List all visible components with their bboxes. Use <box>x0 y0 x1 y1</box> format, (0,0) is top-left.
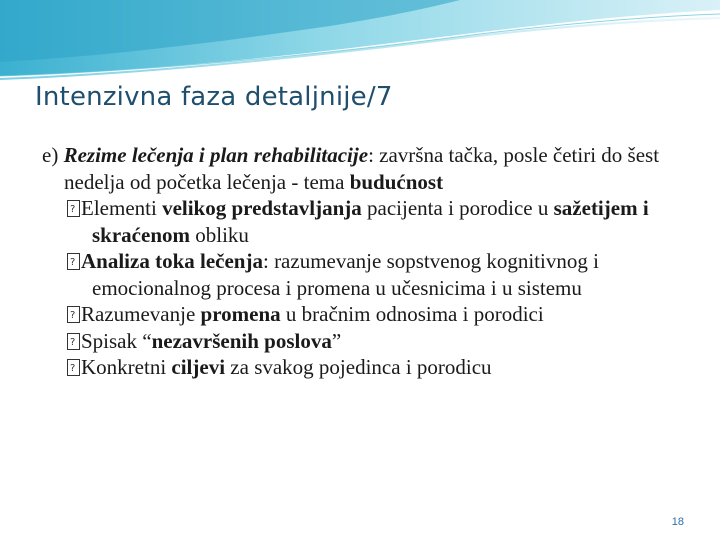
bullet-text: obliku <box>190 222 249 247</box>
bullet-text: Elementi <box>81 196 163 220</box>
missing-glyph-bullet-icon <box>67 306 80 323</box>
slide-title: Intenzivna faza detaljnije/7 <box>35 82 393 112</box>
list-item <box>42 354 692 381</box>
bullet-text: Konkretni <box>81 355 172 379</box>
intro-bold-end: budućnost <box>349 169 444 194</box>
missing-glyph-bullet-icon <box>67 359 80 376</box>
intro-heading: Rezime lečenja i plan rehabilitacije <box>63 143 369 167</box>
bullet-bold: velikog predstavljanja <box>162 196 362 220</box>
missing-glyph-bullet-icon <box>67 333 80 350</box>
bullet-text: : razumevanje sopstvenog kognitivnog i emocionalnog procesa i promena u učesnicima i u sistemu <box>92 249 599 300</box>
bullet-text: ” <box>331 328 342 353</box>
header-wave-decoration <box>0 0 720 80</box>
bullet-text: pacijenta i porodice u <box>361 196 554 220</box>
intro-paragraph <box>42 142 692 195</box>
bullet-text: u bračnim odnosima i porodici <box>280 302 544 326</box>
missing-glyph-bullet-icon <box>67 200 80 217</box>
bullet-bold: sažetijem i skraćenom <box>92 196 649 247</box>
bullet-text: Razumevanje <box>81 302 201 326</box>
intro-text: : završna tačka, posle četiri do šest nedelja od početka lečenja - tema <box>64 143 660 194</box>
bullet-text: za svakog pojedinca i porodicu <box>225 355 492 379</box>
bullet-bold: promena <box>200 302 281 326</box>
slide-body <box>42 142 692 381</box>
bullet-bold: ciljevi <box>171 355 226 379</box>
intro-prefix: e) <box>42 143 64 167</box>
page-number: 18 <box>671 516 684 528</box>
list-item <box>42 328 692 355</box>
bullet-bold: nezavršenih poslova <box>151 328 332 353</box>
missing-glyph-bullet-icon <box>67 253 80 270</box>
list-item <box>42 301 692 328</box>
bullet-bold: Analiza toka lečenja <box>81 249 263 273</box>
bullet-text: Spisak “ <box>81 328 152 353</box>
list-item <box>42 248 692 301</box>
list-item <box>42 195 692 248</box>
